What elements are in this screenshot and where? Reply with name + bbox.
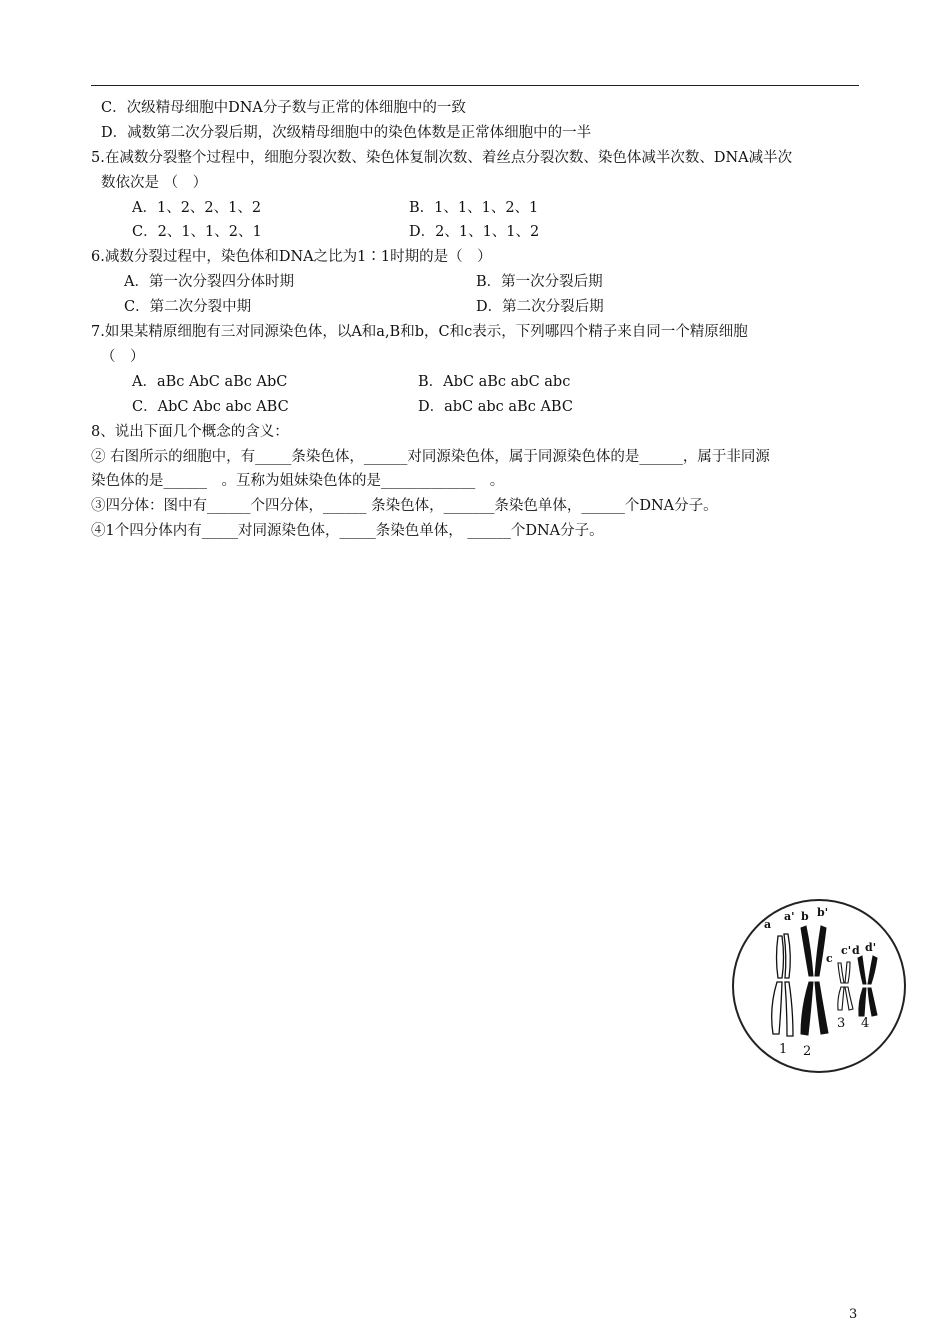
header-rule <box>91 85 859 86</box>
label-b-prime: b' <box>817 906 829 919</box>
chromosome-1 <box>772 934 793 1036</box>
number-4: 4 <box>861 1016 870 1031</box>
label-d: d <box>852 944 860 957</box>
label-a-prime: a' <box>784 910 795 923</box>
label-d-prime: d' <box>865 941 877 954</box>
label-c: c <box>826 952 833 965</box>
q7-stem-line1: 7.如果某精原细胞有三对同源染色体，以A和a,B和b，C和c表示，下列哪四个精子来自同一个精原细胞 <box>91 324 748 340</box>
q6-option-d: D．第二次分裂后期 <box>476 299 604 315</box>
q7-option-b: B．AbC aBc abC abc <box>418 374 571 390</box>
q4-option-d: D．减数第二次分裂后期，次级精母细胞中的染色体数是正常体细胞中的一半 <box>101 125 592 141</box>
q5-option-a: A．1、2、2、1、2 <box>132 200 262 216</box>
q7-option-d: D．abC abc aBc ABC <box>418 399 573 415</box>
q5-stem-line1: 5.在减数分裂整个过程中，细胞分裂次数、染色体复制次数、着丝点分裂次数、染色体减半次数、DNA减半次 <box>91 150 793 166</box>
q7-option-c: C．AbC Abc abc ABC <box>132 399 289 415</box>
chromosome-2 <box>801 926 828 1035</box>
q5-stem-line2: 数依次是 （ ） <box>101 175 208 191</box>
q6-option-a: A．第一次分裂四分体时期 <box>124 274 294 290</box>
q7-stem-line2: （ ） <box>101 349 145 365</box>
q8-item2-line1: ② 右图所示的细胞中，有_____条染色体，______对同源染色体，属于同源染色体的是______，属于非同源 <box>91 449 770 465</box>
label-b: b <box>801 910 809 923</box>
label-c-prime: c' <box>841 944 852 957</box>
number-3: 3 <box>837 1016 846 1031</box>
q5-option-c: C．2、1、1、2、1 <box>132 224 262 240</box>
q7-option-a: A．aBc AbC aBc AbC <box>132 374 288 390</box>
chromosome-figure <box>731 898 907 1074</box>
number-1: 1 <box>779 1042 788 1057</box>
q6-option-b: B．第一次分裂后期 <box>476 274 603 290</box>
q8-item3: ③四分体：图中有______个四分体，______ 条染色体，_______条染色单体，______个DNA分子。 <box>91 498 718 514</box>
q6-option-c: C．第二次分裂中期 <box>124 299 252 315</box>
chromosome-3 <box>838 962 853 1010</box>
number-2: 2 <box>803 1044 812 1059</box>
q5-option-b: B．1、1、1、2、1 <box>409 200 539 216</box>
q6-stem: 6.减数分裂过程中，染色体和DNA之比为1∶1时期的是（ ） <box>91 249 492 265</box>
chromosome-4 <box>858 956 877 1016</box>
q8-stem: 8、说出下面几个概念的含义： <box>91 424 289 440</box>
label-a: a <box>764 918 772 931</box>
q4-option-c: C．次级精母细胞中DNA分子数与正常的体细胞中的一致 <box>101 100 466 116</box>
page-number: 3 <box>849 1307 858 1322</box>
q8-item2-line2: 染色体的是______ 。互称为姐妹染色体的是_____________ 。 <box>91 473 505 489</box>
q5-option-d: D．2、1、1、1、2 <box>409 224 540 240</box>
q8-item4: ④1个四分体内有_____对同源染色体，_____条染色单体， ______个DNA分子。 <box>91 523 604 539</box>
